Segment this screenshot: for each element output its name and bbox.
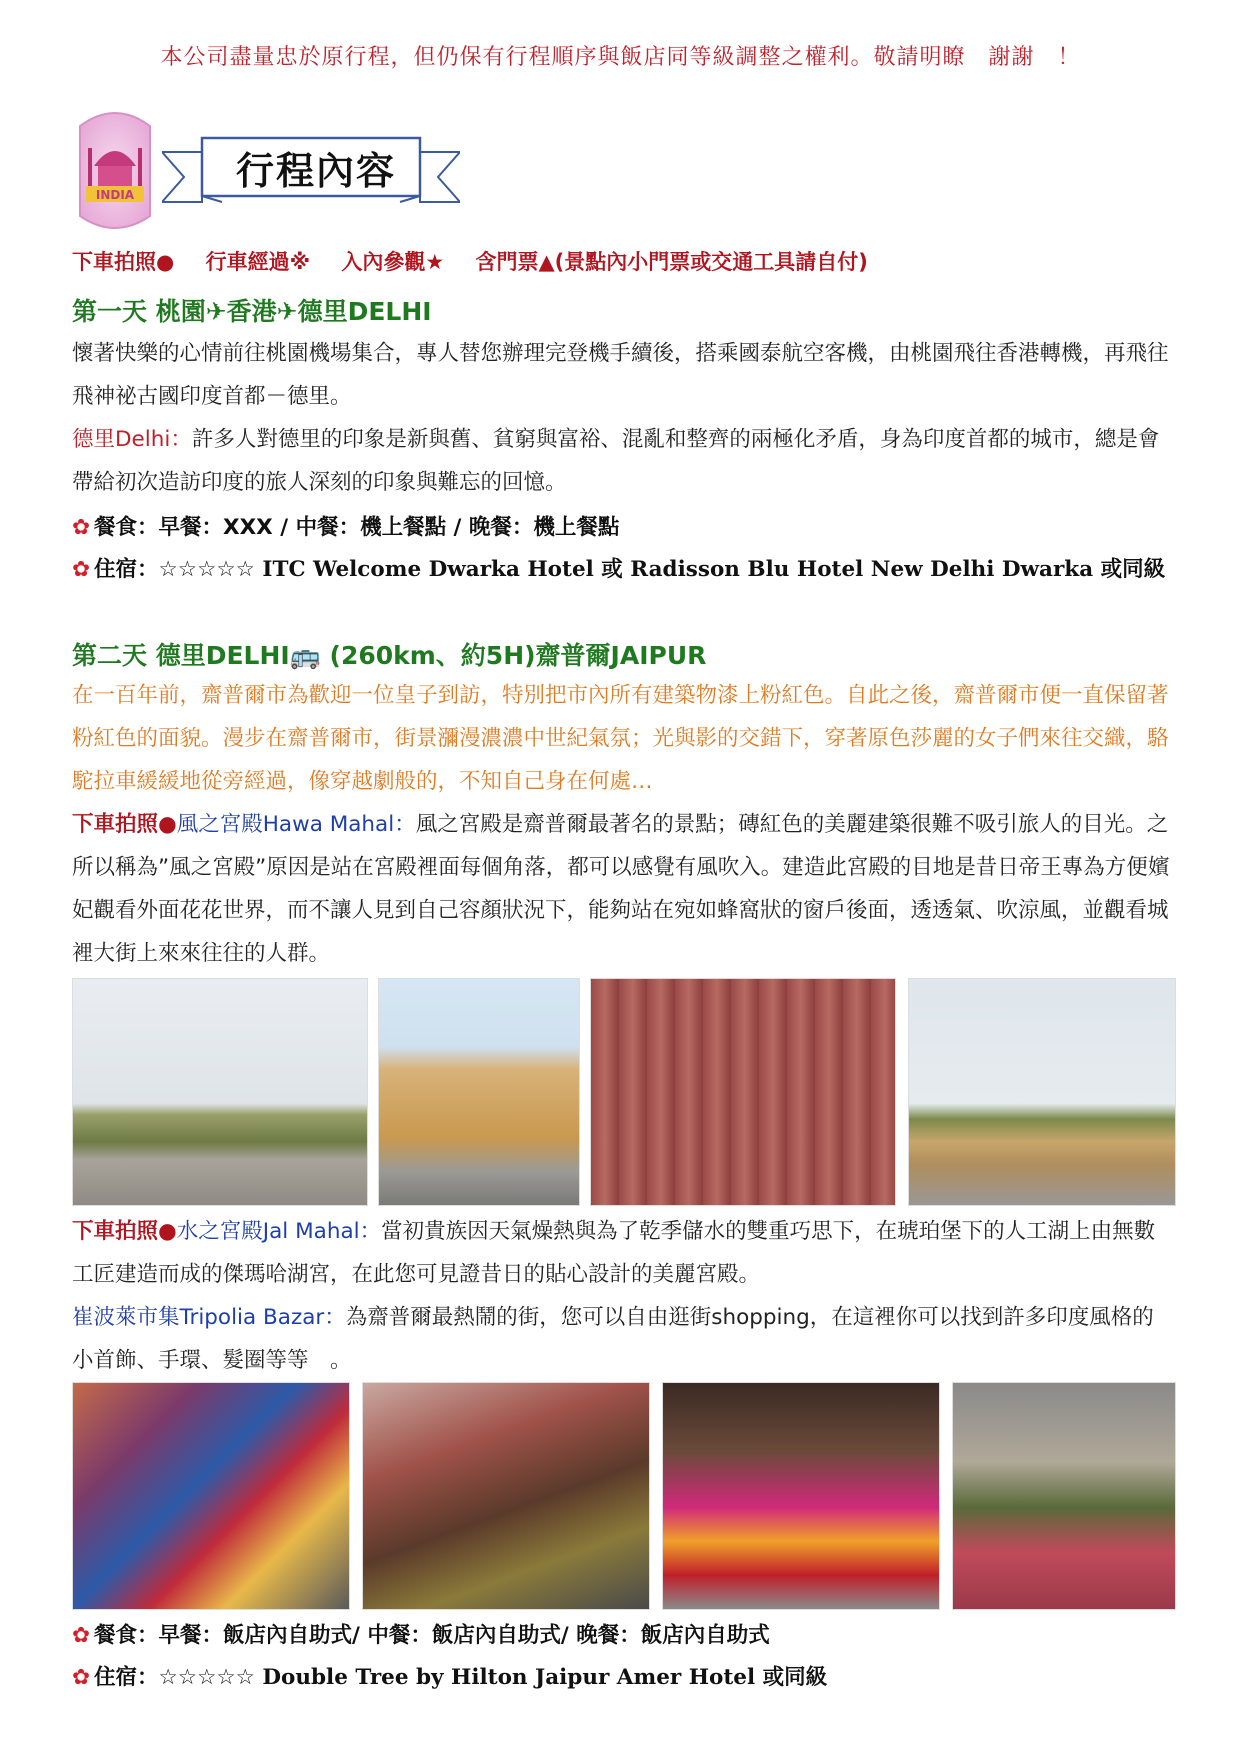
hawa-prefix: 下車拍照●	[72, 812, 177, 837]
day1-delhi	[72, 418, 1172, 504]
day1-hotel-name: ITC Welcome Dwarka Hotel 或 Radisson Blu Hotel New Delhi Dwarka 或同級	[262, 557, 1166, 582]
flower-icon: ✿	[72, 557, 91, 582]
photo-puppets	[662, 1382, 940, 1610]
legend-drive-by: 行車經過※	[205, 250, 311, 274]
bazar-text: 為齋普爾最熱鬧的街，您可以自由逛街shopping，在這裡你可以找到許多印度風格的小首飾、手環、髮圈等等 。	[72, 1305, 1154, 1373]
photo-city-gate	[378, 978, 580, 1206]
day2-title: 第二天 德里DELHI🚌 (260km、約5H)齋普爾JAIPUR	[72, 641, 707, 670]
taj-mahal-icon	[72, 106, 158, 234]
delhi-label: 德里Delhi：	[72, 427, 192, 452]
day2-hotel-stars: ☆☆☆☆☆	[158, 1665, 255, 1690]
day1-hotel	[72, 552, 1165, 583]
day1-meals-text: 餐食：早餐：XXX / 中餐：機上餐點 / 晚餐：機上餐點	[94, 515, 620, 540]
day2-intro: 在一百年前，齋普爾市為歡迎一位皇子到訪，特別把市內所有建築物漆上粉紅色。自此之後，齋普爾市便一直保留著粉紅色的面貌。漫步在齋普爾市，街景瀰漫濃濃中世紀氣氛；光與影的交錯下，穿著原色莎麗的女子們來往交織，駱駝拉車緩緩地從旁經過，像穿越劇般的，不知自己身在何處…	[72, 683, 1169, 794]
jal-prefix: 下車拍照●	[72, 1219, 177, 1244]
hawa-label: 風之宮殿Hawa Mahal：	[176, 812, 416, 837]
photo-fort-building	[908, 978, 1176, 1206]
day1-meals	[72, 510, 619, 541]
bazar-label: 崔波萊市集Tripolia Bazar：	[72, 1305, 346, 1330]
tripolia-bazar	[72, 1296, 1172, 1382]
flower-icon: ✿	[72, 1623, 91, 1648]
day1-hotel-stars: ☆☆☆☆☆	[158, 557, 255, 582]
delhi-text: 許多人對德里的印象是新與舊、貧窮與富裕、混亂和整齊的兩極化矛盾，身為印度首都的城市，總是會帶給初次造訪印度的旅人深刻的印象與難忘的回憶。	[72, 427, 1160, 495]
photo-bazaar-shops	[72, 1382, 350, 1610]
photo-pigeons-square	[72, 978, 368, 1206]
photo-bazaar-stalls	[362, 1382, 650, 1610]
flower-icon: ✿	[72, 1665, 91, 1690]
day2-hotel-label: 住宿：	[94, 1665, 159, 1690]
day1-intro: 懷著快樂的心情前往桃園機場集合，專人替您辦理完登機手續後，搭乘國泰航空客機，由桃園飛往香港轉機，再飛往飛神祕古國印度首都－德里。	[72, 341, 1169, 409]
legend-visit: 入內參觀★	[341, 250, 445, 274]
day1-hotel-label: 住宿：	[94, 557, 159, 582]
day2-meals-text: 餐食：早餐：飯店內自助式/ 中餐：飯店內自助式/ 晚餐：飯店內自助式	[94, 1623, 770, 1648]
legend	[72, 246, 892, 276]
jal-mahal	[72, 1210, 1172, 1296]
banner-title: 行程內容	[235, 149, 396, 193]
jal-label: 水之宮殿Jal Mahal：	[176, 1219, 382, 1244]
day2-hotel-name: Double Tree by Hilton Jaipur Amer Hotel 或同級	[262, 1665, 828, 1690]
jal-text: 當初貴族因天氣燥熱與為了乾季儲水的雙重巧思下，在琥珀堡下的人工湖上由無數工匠建造而成的傑瑪哈湖宮，在此您可見證昔日的貼心設計的美麗宮殿。	[72, 1219, 1156, 1287]
logo-text: INDIA	[95, 188, 135, 202]
flower-icon: ✿	[72, 515, 91, 540]
notice: 本公司盡量忠於原行程，但仍保有行程順序與飯店同等級調整之權利。敬請明瞭 謝謝 ！	[160, 45, 1081, 70]
hawa-mahal	[72, 803, 1172, 975]
legend-photo-stop: 下車拍照●	[72, 250, 175, 274]
legend-ticket: 含門票▲(景點內小門票或交通工具請自付)	[475, 250, 868, 274]
day1-title: 第一天 桃園✈香港✈德里DELHI	[72, 297, 432, 326]
photo-street-vendors	[952, 1382, 1176, 1610]
photo-hawa-mahal	[590, 978, 896, 1206]
day2-meals	[72, 1618, 770, 1649]
day2-hotel	[72, 1660, 827, 1691]
hawa-text: 風之宮殿是齋普爾最著名的景點；磚紅色的美麗建築很難不吸引旅人的目光。之所以稱為”風之宮殿”原因是站在宮殿裡面每個角落，都可以感覺有風吹入。建造此宮殿的目地是昔日帝王專為方便嬪妃觀看外面花花世界，而不讓人見到自己容顏狀況下，能夠站在宛如蜂窩狀的窗戶後面，透透氣、吹涼風，並觀看城裡大街上來來往往的人群。	[72, 812, 1170, 966]
